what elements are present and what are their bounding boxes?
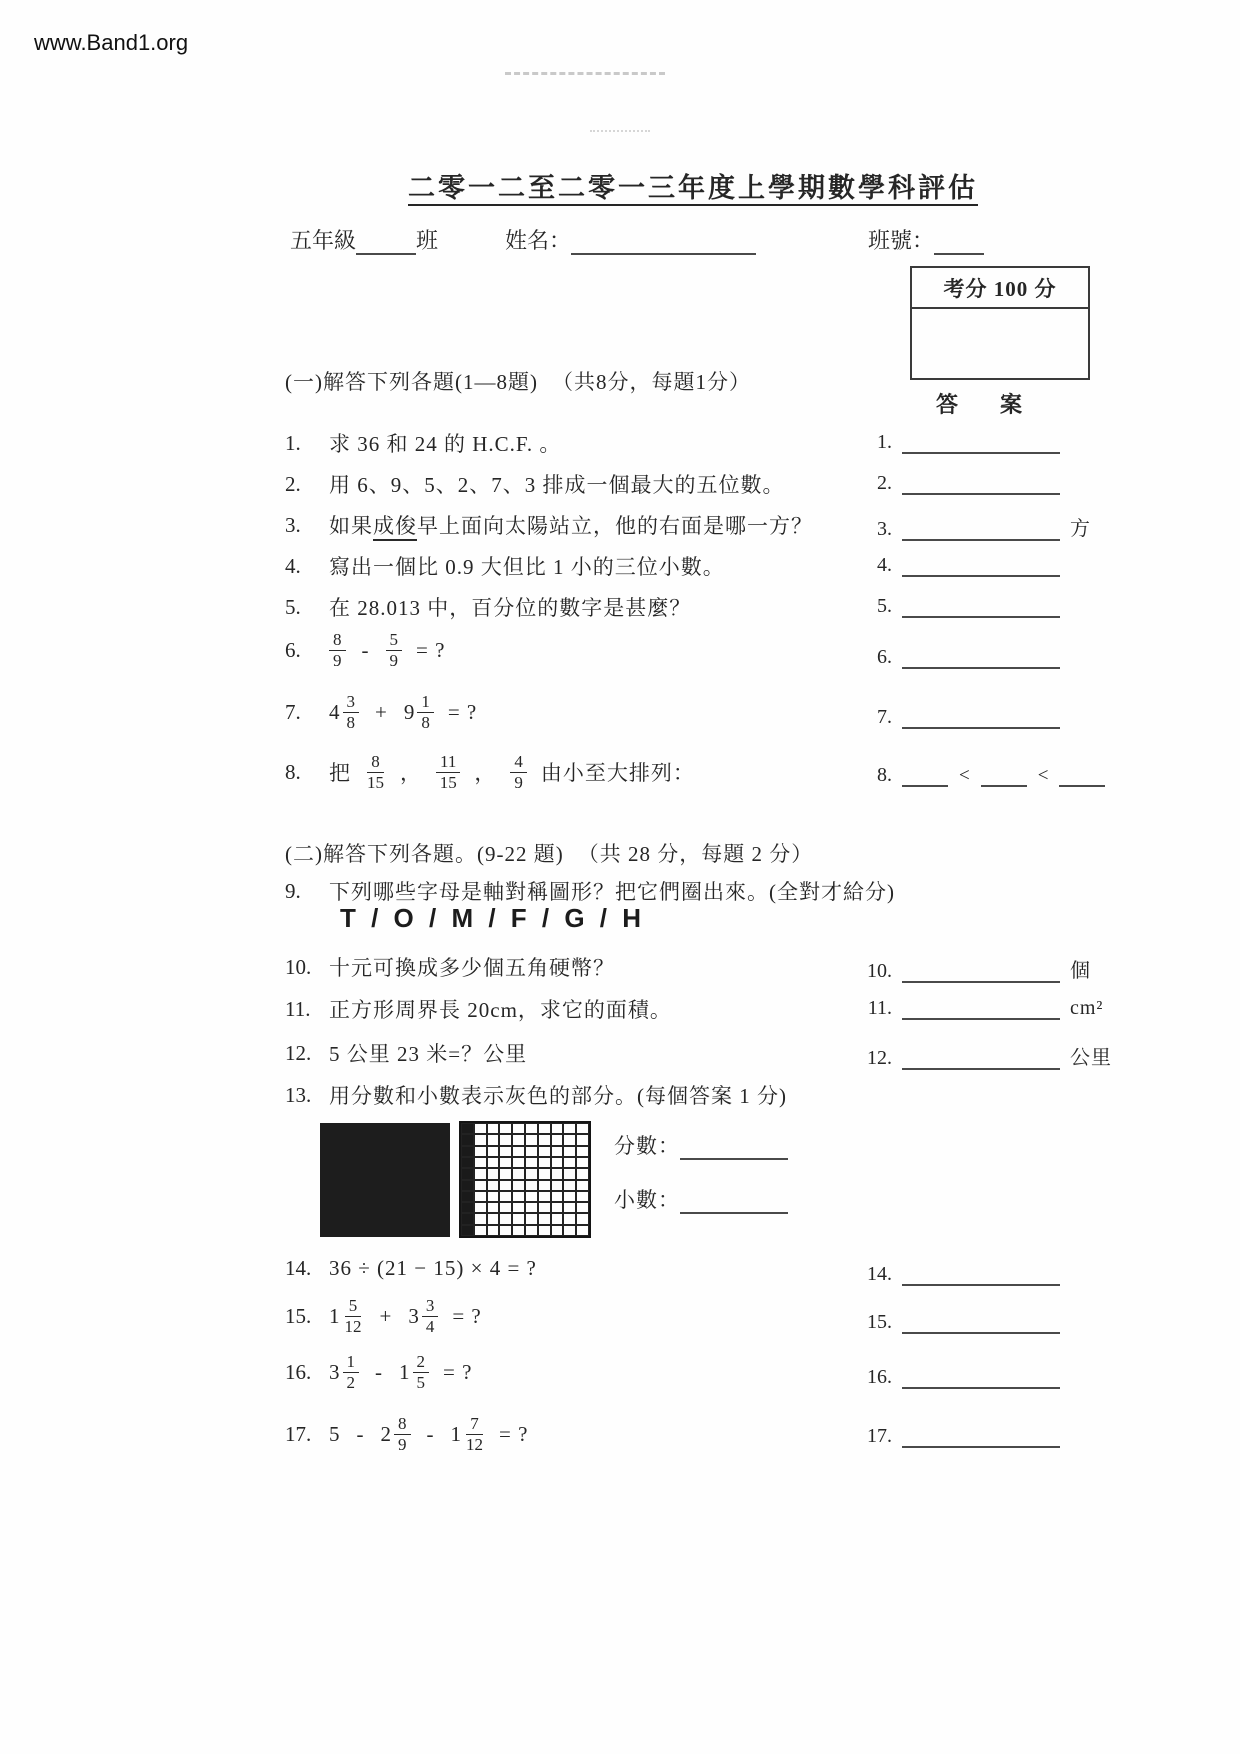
question-4 xyxy=(285,551,725,581)
question-2 xyxy=(285,469,785,499)
fraction: $\frac{11}{15}$ xyxy=(436,752,460,792)
name-field xyxy=(505,224,756,255)
question-text: 用 6、9、5、2、7、3 排成一個最大的五位數。 xyxy=(329,473,785,497)
class-number-label: 班號： xyxy=(868,228,935,253)
mixed-number: 2 $\frac{8}{9}$ xyxy=(381,1414,411,1454)
exam-title: 二零一二至二零一三年度上學期數學科評估 xyxy=(408,173,978,203)
answer-blank xyxy=(902,471,1060,495)
decimal-blank xyxy=(680,1190,788,1214)
question-1 xyxy=(285,428,561,458)
answer-blank xyxy=(902,705,1060,729)
fraction: $\frac{5}{9}$ xyxy=(386,630,403,670)
question-number: 2. xyxy=(285,471,301,496)
answer-row-4: 4. xyxy=(856,553,1060,577)
fraction: $\frac{8}{15}$ xyxy=(367,752,384,792)
less-than-sign: < xyxy=(1037,765,1049,786)
question-number: 9. xyxy=(285,878,301,903)
question-17 xyxy=(285,1414,528,1454)
answer-row-10: 10. 個 xyxy=(856,954,1091,983)
equals-question: = ? xyxy=(452,1303,482,1328)
operator: - xyxy=(426,1421,435,1446)
answer-column-header xyxy=(936,388,1022,419)
answer-head-char-1: 答 xyxy=(936,392,959,417)
question-text: 正方形周界長 20cm，求它的面積。 xyxy=(329,998,672,1022)
answer-row-1: 1. xyxy=(856,430,1060,454)
mixed-number: 4 $\frac{3}{8}$ xyxy=(329,692,359,732)
question-11 xyxy=(285,994,672,1024)
score-box-title: 考分 100 分 xyxy=(912,268,1088,309)
question-6 xyxy=(285,630,445,670)
answer-row-14: 14. xyxy=(856,1262,1060,1286)
question-number: 4. xyxy=(285,553,301,578)
grade-label: 五年級 xyxy=(290,228,357,253)
scan-artifact xyxy=(590,130,650,132)
underlined-name: 成俊 xyxy=(373,514,417,541)
operator: + xyxy=(379,1303,393,1328)
question-text: 把 xyxy=(329,761,351,786)
mixed-number: 1 $\frac{2}{5}$ xyxy=(399,1352,429,1392)
answer-blank xyxy=(902,1262,1060,1286)
question-number: 7. xyxy=(285,699,301,724)
question-text: 下列哪些字母是軸對稱圖形？把它們圈出來。(全對才給分) xyxy=(329,880,895,904)
operator: - xyxy=(356,1421,365,1446)
class-number-field xyxy=(868,224,984,255)
fraction-blank xyxy=(680,1136,788,1160)
mixed-number: 1 $\frac{5}{12}$ xyxy=(329,1296,362,1336)
mixed-number: 9 $\frac{1}{8}$ xyxy=(404,692,434,732)
mixed-number: 3 $\frac{3}{4}$ xyxy=(408,1296,438,1336)
question-12 xyxy=(285,1038,527,1068)
question-text: 如果成俊早上面向太陽站立，他的右面是哪一方？ xyxy=(329,510,813,540)
answer-blank xyxy=(902,1046,1060,1070)
answer-unit: 公里 xyxy=(1070,1047,1112,1069)
question-7 xyxy=(285,692,477,732)
answer-blank xyxy=(902,959,1060,983)
answer-row-17: 17. xyxy=(856,1424,1060,1448)
question-15 xyxy=(285,1296,482,1336)
shaded-whole-square xyxy=(320,1123,450,1237)
question-text: 由小至大排列： xyxy=(540,761,695,786)
question-9 xyxy=(285,876,895,906)
operator: + xyxy=(375,699,388,724)
question-3 xyxy=(285,510,813,540)
question-number: 8. xyxy=(285,759,301,784)
answer-row-12: 12. 公里 xyxy=(856,1041,1112,1070)
decimal-answer-field xyxy=(614,1184,788,1214)
question-number: 6. xyxy=(285,637,301,662)
question-number: 10. xyxy=(285,954,312,979)
question-number: 15. xyxy=(285,1303,312,1328)
operator: - xyxy=(361,637,370,662)
question-16 xyxy=(285,1352,472,1392)
question-number: 5. xyxy=(285,594,301,619)
equals-question: = ? xyxy=(416,637,446,662)
question-text: 36 ÷ (21 − 15) × 4 = ? xyxy=(329,1256,537,1280)
answer-blank xyxy=(902,996,1060,1020)
question-number: 11. xyxy=(285,996,311,1021)
answer-row-3: 3. 方 xyxy=(856,512,1091,541)
mixed-number: 3 $\frac{1}{2}$ xyxy=(329,1352,359,1392)
equals-question: = ? xyxy=(499,1421,529,1446)
answer-blank xyxy=(902,645,1060,669)
question-text: 5 公里 23 米=？公里 xyxy=(329,1042,528,1066)
answer-row-6: 6. xyxy=(856,645,1060,669)
answer-row-5: 5. xyxy=(856,594,1060,618)
question-13 xyxy=(285,1080,787,1110)
class-blank xyxy=(356,231,416,255)
answer-unit: cm² xyxy=(1070,997,1104,1019)
equals-question: = ? xyxy=(447,699,478,724)
question-number: 12. xyxy=(285,1040,312,1065)
section-2-heading: (二)解答下列各題。(9-22 題) （共 28 分，每題 2 分） xyxy=(285,842,814,866)
section-1-heading: (一)解答下列各題(1—8題) （共8分，每題1分） xyxy=(285,370,751,394)
grade-field xyxy=(290,224,438,255)
answer-row-15: 15. xyxy=(856,1310,1060,1334)
answer-row-7: 7. xyxy=(856,705,1060,729)
answer-unit: 方 xyxy=(1070,518,1091,540)
answer-row-8: 8. < < xyxy=(856,763,1105,787)
answer-head-char-2: 案 xyxy=(1000,392,1023,417)
name-label: 姓名： xyxy=(505,228,572,253)
first-term: 5 xyxy=(329,1421,341,1446)
question-10 xyxy=(285,952,615,982)
question-14 xyxy=(285,1256,537,1281)
fraction-label: 分數： xyxy=(614,1134,680,1158)
question-number: 3. xyxy=(285,512,301,537)
answer-blank xyxy=(902,594,1060,618)
hundred-grid xyxy=(459,1121,591,1238)
name-blank xyxy=(571,231,756,255)
question-number: 13. xyxy=(285,1082,312,1107)
symmetry-letters: T / O / M / F / G / H xyxy=(340,903,645,933)
answer-blank xyxy=(981,763,1027,787)
question-number: 16. xyxy=(285,1359,312,1384)
answer-blank xyxy=(902,517,1060,541)
fraction: $\frac{4}{9}$ xyxy=(510,752,527,792)
question-5 xyxy=(285,592,691,622)
operator: - xyxy=(375,1359,383,1384)
answer-blank xyxy=(902,430,1060,454)
answer-blank xyxy=(902,553,1060,577)
question-text: 求 36 和 24 的 H.C.F. 。 xyxy=(329,432,562,456)
answer-blank xyxy=(902,1365,1060,1389)
answer-row-16: 16. xyxy=(856,1365,1060,1389)
score-box xyxy=(910,266,1090,380)
question-8: 8. 把 $\frac{8}{15}$ ， $\frac{11}{15}$ ， $\frac{4}{9}$ 由小至大排列： xyxy=(285,752,695,792)
question-number: 1. xyxy=(285,430,301,455)
question-number: 14. xyxy=(285,1256,312,1280)
equals-question: = ? xyxy=(443,1359,473,1384)
question-text: 寫出一個比 0.9 大但比 1 小的三位小數。 xyxy=(329,555,725,579)
class-number-blank xyxy=(934,231,984,255)
site-watermark: www.Band1.org xyxy=(34,30,189,55)
answer-blank xyxy=(1059,763,1105,787)
class-suffix-label: 班 xyxy=(416,228,439,253)
fraction-answer-field xyxy=(614,1130,788,1160)
question-text: 在 28.013 中，百分位的數字是甚麼？ xyxy=(329,596,692,620)
scan-artifact xyxy=(505,72,665,75)
mixed-number: 1 $\frac{7}{12}$ xyxy=(450,1414,483,1454)
answer-blank xyxy=(902,1424,1060,1448)
question-number: 17. xyxy=(285,1421,312,1446)
question-text: 用分數和小數表示灰色的部分。(每個答案 1 分) xyxy=(329,1084,787,1108)
decimal-label: 小數： xyxy=(614,1188,680,1212)
fraction: $\frac{8}{9}$ xyxy=(329,630,346,670)
answer-blank xyxy=(902,1310,1060,1334)
less-than-sign: < xyxy=(959,765,970,786)
answer-row-2: 2. xyxy=(856,471,1060,495)
answer-unit: 個 xyxy=(1070,960,1091,982)
answer-row-11: 11. cm² xyxy=(867,997,1104,1019)
question-text: 十元可換成多少個五角硬幣？ xyxy=(329,956,615,980)
answer-blank xyxy=(902,763,948,787)
